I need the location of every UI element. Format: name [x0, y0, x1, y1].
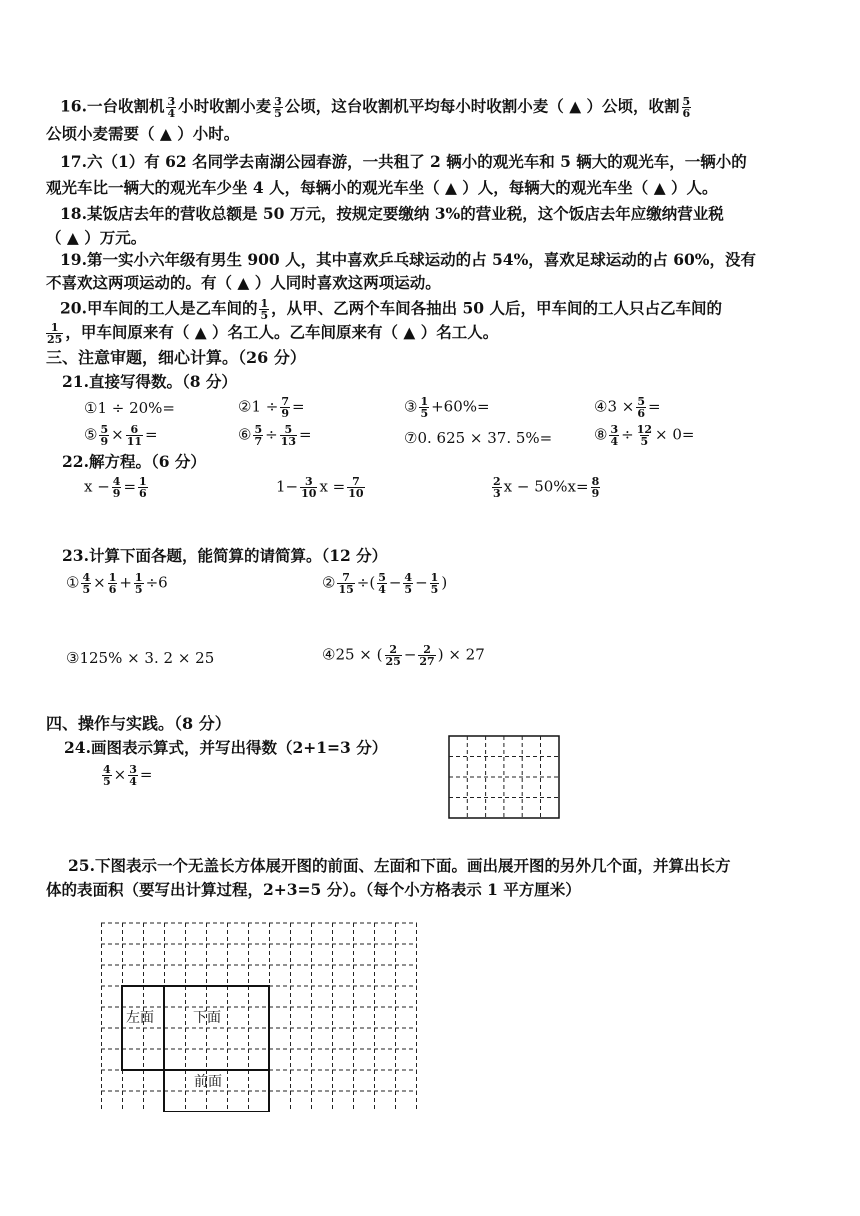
q20-line1: 20.甲车间的工人是乙车间的 $\frac{1}{5}$ ，从甲、乙两个车间各抽出 50 人后，甲车间的工人只占乙车间的 — [60, 297, 722, 322]
q22-equation-2: 1− $\frac{3}{10}$ x = $\frac{7}{10}$ — [276, 475, 364, 500]
q21-item-7: ⑦0. 625 × 37. 5%= — [404, 429, 553, 447]
fraction: $\frac{5}{6}$ — [682, 95, 691, 120]
fraction: $\frac{1}{5}$ — [260, 297, 269, 322]
q21-item-3: ③ $\frac{1}{5}$ +60%= — [404, 395, 490, 420]
q23-calc-4: ④25 × ( $\frac{2}{25}$ − $\frac{2}{27}$ ) × 27 — [322, 643, 485, 668]
q21-item-8: ⑧ $\frac{3}{4}$ ÷ $\frac{12}{5}$ × 0= — [594, 423, 695, 448]
q19-line2: 不喜欢这两项运动的。有（ ▲ ）人同时喜欢这两项运动。 — [46, 273, 441, 292]
q21-item-2: ②1 ÷ $\frac{7}{9}$ = — [238, 395, 305, 420]
q18-line2: （ ▲ ）万元。 — [46, 228, 147, 247]
q25-line1: 25.下图表示一个无盖长方体展开图的前面、左面和下面。画出展开图的另外几个面，并算出长方 — [68, 856, 731, 875]
q21-item-4: ④3 × $\frac{5}{6}$ = — [594, 395, 661, 420]
q22-equation-1: x − $\frac{4}{9}$ = $\frac{1}{6}$ — [84, 475, 147, 500]
q22-title: 22.解方程。（6 分） — [62, 452, 206, 471]
q24-drawing-grid[interactable] — [448, 735, 560, 819]
q21-item-1: ①1 ÷ 20%= — [84, 399, 176, 417]
q16-line2: 公顷小麦需要（ ▲ ）小时。 — [46, 124, 240, 143]
q24-expression: $\frac{4}{5}$ × $\frac{3}{4}$ = — [103, 763, 153, 788]
q23-calc-1: ① $\frac{4}{5}$ × $\frac{1}{6}$ + $\frac{1}{5}$ ÷6 — [66, 571, 168, 596]
q23-calc-3: ③125% × 3. 2 × 25 — [66, 649, 215, 667]
q20-line2: $\frac{1}{25}$ ，甲车间原来有（ ▲ ）名工人。乙车间原来有（ ▲ ）名工人。 — [47, 321, 499, 346]
fraction: $\frac{3}{5}$ — [274, 95, 282, 120]
q21-item-6: ⑥ $\frac{5}{7}$ ÷ $\frac{5}{13}$ = — [238, 423, 312, 448]
q24-title: 24.画图表示算式，并写出得数（2+1=3 分） — [64, 738, 388, 757]
q23-calc-2: ② $\frac{7}{15}$ ÷( $\frac{5}{4}$ − $\frac{4}{5}$ − $\frac{1}{5}$ ) — [322, 571, 448, 596]
section-4-heading: 四、操作与实践。（8 分） — [46, 714, 231, 733]
q16-line1: 16.一台收割机 $\frac{3}{4}$ 小时收割小麦 $\frac{3}{5}$ 公顷，这台收割机平均每小时收割小麦（ ▲ ）公顷，收割 $\frac{5}{6}$ — [60, 95, 691, 120]
q18-line1: 18.某饭店去年的营收总额是 50 万元，按规定要缴纳 3%的营业税，这个饭店去年应缴纳营业税 — [60, 204, 724, 223]
q21-title: 21.直接写得数。（8 分） — [62, 372, 237, 391]
bottom-face-label: 下面 — [193, 1010, 221, 1026]
q22-equation-3: $\frac{2}{3}$ x − 50%x= $\frac{8}{9}$ — [493, 475, 600, 500]
q17-line1: 17.六（1）有 62 名同学去南湖公园春游，一共租了 2 辆小的观光车和 5 辆大的观光车，一辆小的 — [60, 152, 747, 171]
section-3-heading: 三、注意审题，细心计算。（26 分） — [46, 348, 306, 367]
q17-line2: 观光车比一辆大的观光车少坐 4 人，每辆小的观光车坐（ ▲ ）人，每辆大的观光车坐（ ▲ ）人。 — [46, 178, 718, 197]
fraction: $\frac{1}{25}$ — [47, 321, 63, 346]
q21-item-5: ⑤ $\frac{5}{9}$ × $\frac{6}{11}$ = — [84, 423, 158, 448]
left-face-label: 左面 — [126, 1010, 154, 1026]
q25-line2: 体的表面积（要写出计算过程，2+3=5 分）。（每个小方格表示 1 平方厘米） — [46, 880, 581, 899]
q23-title: 23.计算下面各题，能简算的请简算。（12 分） — [62, 546, 388, 565]
front-face-label: 前面 — [194, 1074, 222, 1090]
q19-line1: 19.第一实小六年级有男生 900 人，其中喜欢乒乓球运动的占 54%，喜欢足球运动的占 60%，没有 — [60, 250, 757, 269]
fraction: $\frac{3}{4}$ — [167, 95, 176, 120]
